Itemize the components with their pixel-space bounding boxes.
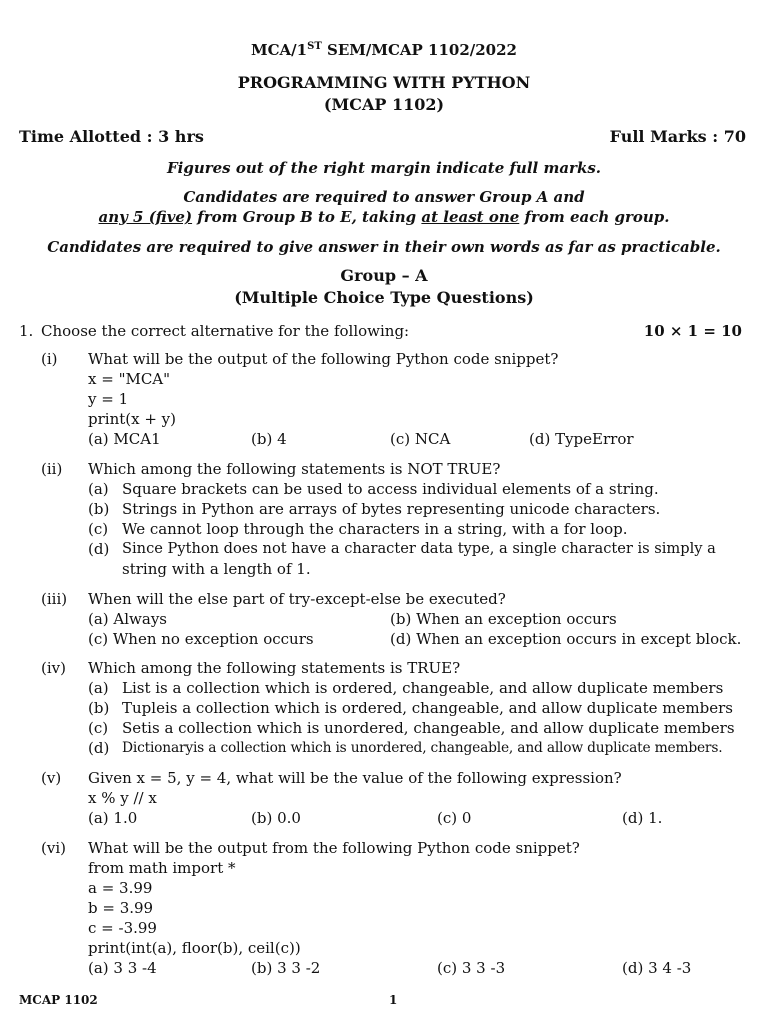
option-a: (a) MCA1 (88, 430, 161, 448)
paper-title: PROGRAMMING WITH PYTHON (237, 73, 531, 92)
group-subtitle: (Multiple Choice Type Questions) (234, 288, 534, 307)
option-a-label: (a) (88, 679, 109, 697)
group-title: Group – A (340, 266, 428, 285)
option-b-text: Strings in Python are arrays of bytes representing unicode characters. (122, 500, 661, 518)
option-b-label: (b) (88, 699, 110, 717)
option-c: (c) 0 (437, 809, 472, 827)
option-b: (b) 0.0 (251, 809, 301, 827)
subq-text: When will the else part of try-except-else be executed? (88, 590, 506, 608)
instruction-groups-line2: any 5 (five) from Group B to E, taking at least one from each group. (98, 208, 670, 226)
code-line: print(x + y) (88, 410, 177, 428)
subq-text: Which among the following statements is NOT TRUE? (88, 460, 501, 478)
option-a: (a) 1.0 (88, 809, 138, 827)
option-b: (b) 4 (251, 430, 287, 448)
option-d: (d) 1. (622, 809, 663, 827)
code-line: b = 3.99 (88, 899, 154, 917)
code-line: from math import * (88, 859, 236, 877)
code-line: y = 1 (88, 390, 129, 408)
option-c: (c) 3 3 -3 (437, 959, 506, 977)
option-b: (b) When an exception occurs (390, 610, 617, 628)
subq-text: Given x = 5, y = 4, what will be the value of the following expression? (88, 769, 622, 787)
option-c-text: Setis a collection which is unordered, changeable, and allow duplicate members (122, 719, 735, 737)
option-d-label: (d) (88, 739, 110, 757)
option-d-label: (d) (88, 540, 110, 558)
code-line: c = -3.99 (88, 919, 157, 937)
option-d: (d) TypeError (529, 430, 634, 448)
subq-text: What will be the output of the following Python code snippet? (88, 350, 559, 368)
subq-number: (ii) (41, 460, 63, 478)
option-d: (d) 3 4 -3 (622, 959, 692, 977)
paper-subtitle: (MCAP 1102) (323, 95, 445, 114)
option-d: (d) When an exception occurs in except block. (390, 630, 742, 648)
instruction-groups: Candidates are required to answer Group A and (183, 188, 585, 206)
option-a: (a) Always (88, 610, 167, 628)
code-line: x = "MCA" (88, 370, 171, 388)
instruction-margin: Figures out of the right margin indicate full marks. (166, 159, 602, 177)
subq-text: What will be the output from the following Python code snippet? (88, 839, 580, 857)
option-a-text: List is a collection which is ordered, changeable, and allow duplicate members (122, 679, 724, 697)
option-a: (a) 3 3 -4 (88, 959, 157, 977)
option-d-text-cont: string with a length of 1. (122, 560, 311, 578)
question-marks: 10 × 1 = 10 (643, 322, 742, 340)
option-c-label: (c) (88, 520, 109, 538)
question-number: 1. (19, 322, 34, 340)
code-line: x % y // x (88, 789, 157, 807)
code-line: print(int(a), floor(b), ceil(c)) (88, 939, 301, 957)
time-allotted: Time Allotted : 3 hrs (19, 127, 204, 146)
option-c-label: (c) (88, 719, 109, 737)
subq-number: (i) (41, 350, 58, 368)
code-line: a = 3.99 (88, 879, 153, 897)
footer-code: MCAP 1102 (19, 993, 98, 1007)
option-c: (c) When no exception occurs (88, 630, 314, 648)
option-d-text: Since Python does not have a character data type, a single character is simply a (122, 540, 716, 557)
option-d-text: Dictionaryis a collection which is unordered, changeable, and allow duplicate members. (122, 740, 723, 756)
subq-number: (iii) (41, 590, 68, 608)
instruction-own-words: Candidates are required to give answer in their own words as far as practicable. (47, 238, 721, 256)
option-a-text: Square brackets can be used to access individual elements of a string. (122, 480, 659, 498)
full-marks: Full Marks : 70 (609, 127, 746, 146)
option-b-label: (b) (88, 500, 110, 518)
subq-number: (vi) (41, 839, 66, 857)
page-number: 1 (389, 993, 398, 1007)
subq-text: Which among the following statements is TRUE? (88, 659, 461, 677)
option-a-label: (a) (88, 480, 109, 498)
option-b-text: Tupleis a collection which is ordered, changeable, and allow duplicate members (122, 699, 733, 717)
option-b: (b) 3 3 -2 (251, 959, 321, 977)
option-c: (c) NCA (390, 430, 451, 448)
subq-number: (v) (41, 769, 62, 787)
subq-number: (iv) (41, 659, 66, 677)
question-text: Choose the correct alternative for the following: (41, 322, 410, 340)
option-c-text: We cannot loop through the characters in a string, with a for loop. (122, 520, 628, 538)
paper-code: MCA/1ST SEM/MCAP 1102/2022 (250, 41, 517, 59)
